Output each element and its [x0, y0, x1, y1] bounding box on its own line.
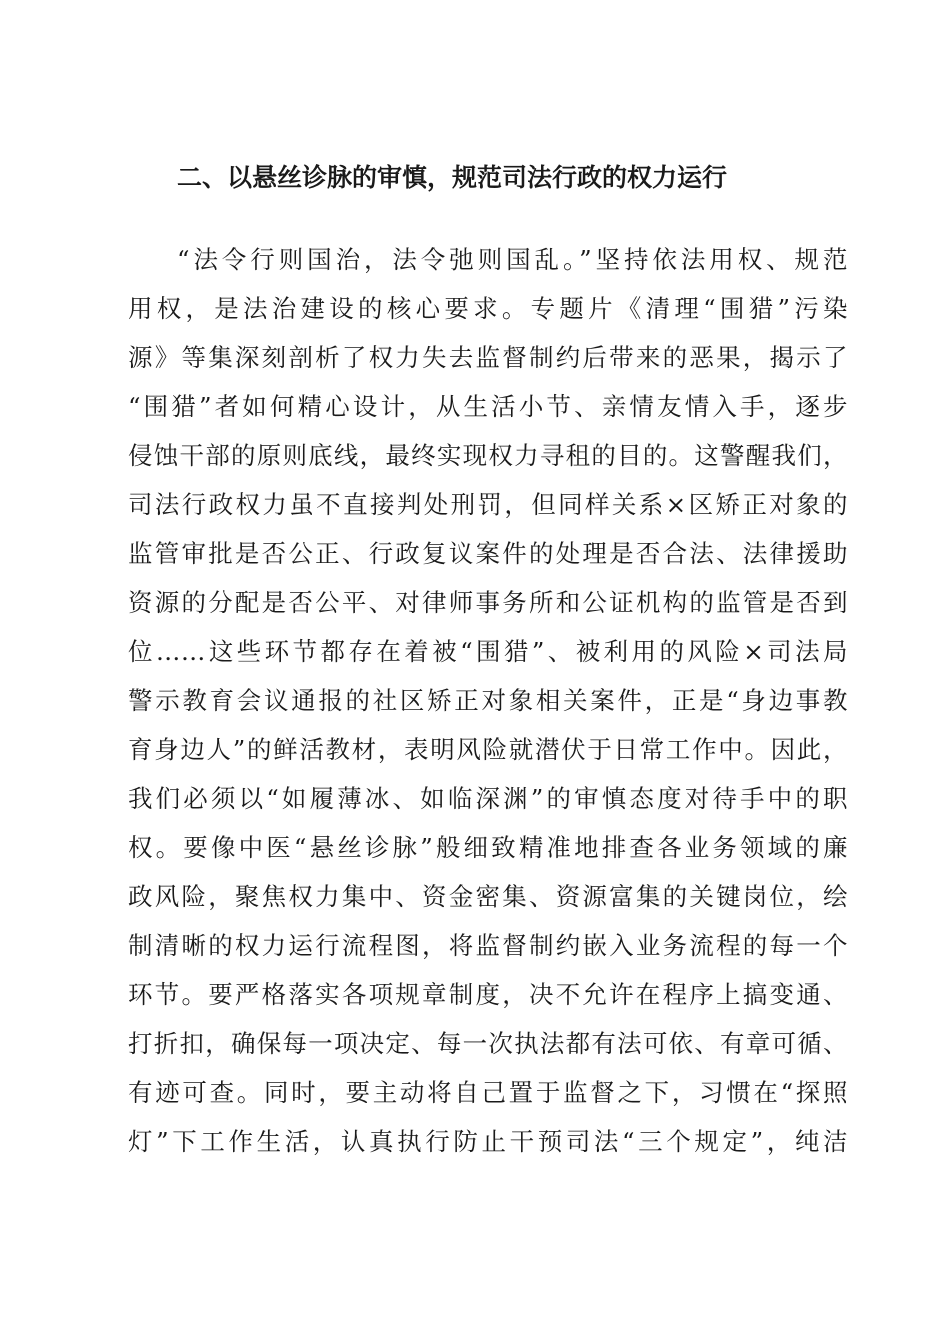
body-line: 打折扣，确保每一项决定、每一次执法都有法可依、有章可循、 [128, 1029, 848, 1058]
body-line: 我们必须以“如履薄冰、如临深渊”的审慎态度对待手中的职 [128, 784, 848, 813]
body-line: “法令行则国治，法令弛则国乱。”坚持依法用权、规范 [177, 245, 848, 274]
body-line: 位……这些环节都存在着被“围猎”、被利用的风险×司法局 [128, 637, 848, 666]
body-line: “围猎”者如何精心设计，从生活小节、亲情友情入手，逐步 [128, 392, 848, 421]
body-line: 育身边人”的鲜活教材，表明风险就潜伏于日常工作中。因此， [128, 735, 848, 764]
body-line: 司法行政权力虽不直接判处刑罚，但同样关系×区矫正对象的 [128, 490, 848, 519]
body-line: 侵蚀干部的原则底线，最终实现权力寻租的目的。这警醒我们， [128, 441, 848, 470]
body-paragraph [128, 235, 848, 1166]
body-line: 资源的分配是否公平、对律师事务所和公证机构的监管是否到 [128, 588, 848, 617]
body-line: 用权，是法治建设的核心要求。专题片《清理“围猎”污染 [128, 294, 848, 323]
section-heading: 二、以悬丝诊脉的审慎，规范司法行政的权力运行 [177, 163, 728, 192]
body-line: 政风险，聚焦权力集中、资金密集、资源富集的关键岗位，绘 [128, 882, 848, 911]
body-line: 监管审批是否公正、行政复议案件的处理是否合法、法律援助 [128, 539, 848, 568]
body-line: 有迹可查。同时，要主动将自己置于监督之下，习惯在“探照 [128, 1078, 848, 1107]
body-line: 权。要像中医“悬丝诊脉”般细致精准地排查各业务领域的廉 [128, 833, 848, 862]
body-line: 制清晰的权力运行流程图，将监督制约嵌入业务流程的每一个 [128, 931, 848, 960]
body-line: 环节。要严格落实各项规章制度，决不允许在程序上搞变通、 [128, 980, 848, 1009]
body-line: 灯”下工作生活，认真执行防止干预司法“三个规定”，纯洁 [128, 1127, 848, 1156]
body-line: 警示教育会议通报的社区矫正对象相关案件，正是“身边事教 [128, 686, 848, 715]
body-line: 源》等集深刻剖析了权力失去监督制约后带来的恶果，揭示了 [128, 343, 848, 372]
